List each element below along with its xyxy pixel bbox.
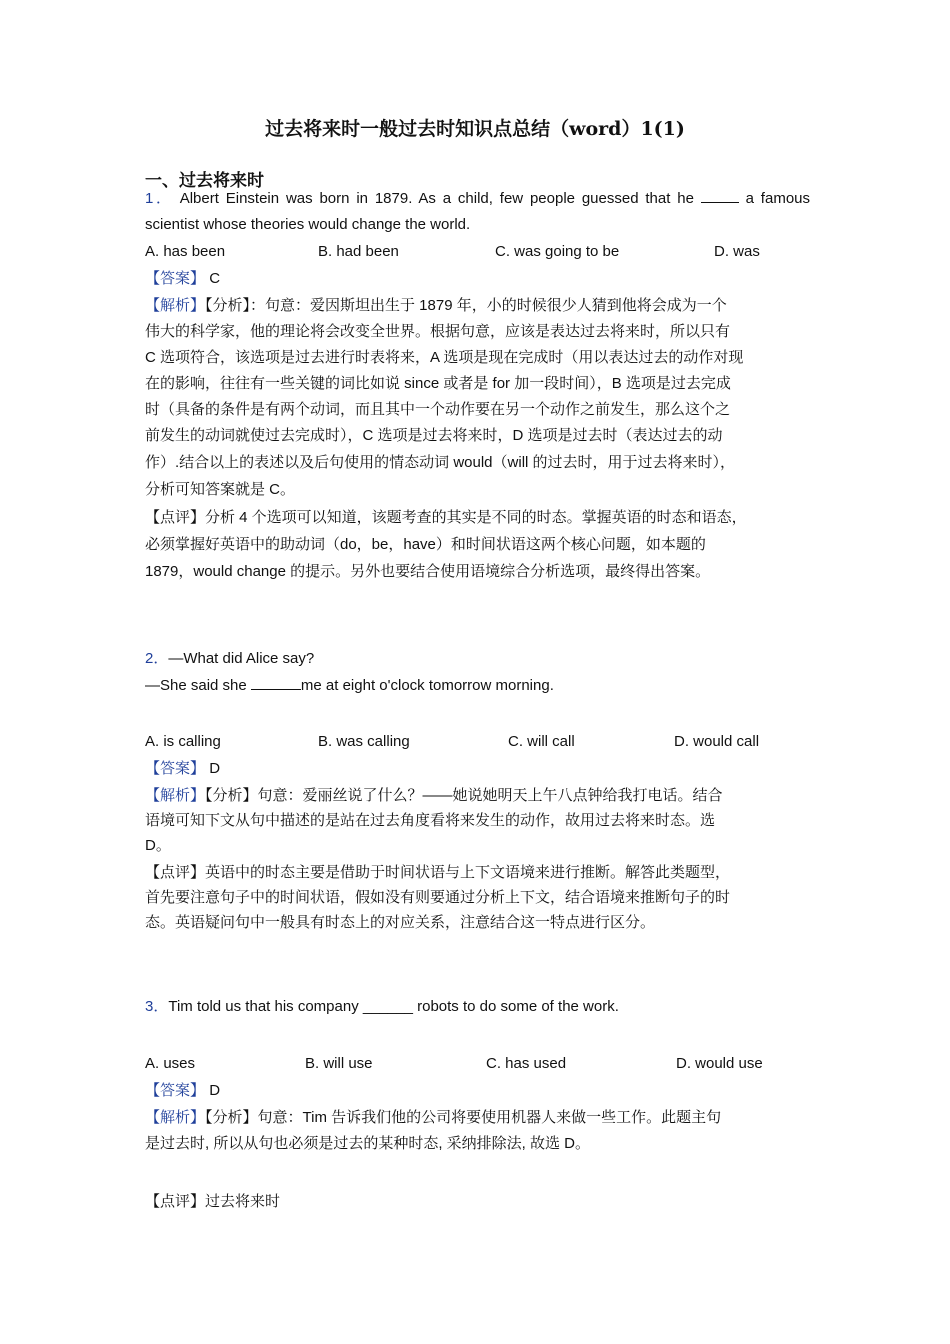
q1-analysis-line3: C 选项符合，该选项是过去进行时表将来，A 选项是现在完成时（用以表达过去的动作对现 <box>145 349 744 366</box>
q1-stem-line1: 1． Albert Einstein was born in 1879. As a child, few people guessed that he a famous <box>145 190 810 207</box>
q2-option-c: C. will call <box>508 733 575 750</box>
q2-option-a: A. is calling <box>145 733 221 750</box>
q1-analysis-line7: 作）.结合以上的表述以及后句使用的情态动词 would（will 的过去时，用于过去将来时）， <box>145 454 736 471</box>
q3-option-b: B. will use <box>305 1055 373 1072</box>
q1-comment-line3: 1879，would change 的提示。另外也要结合使用语境综合分析选项，最终得出答案。 <box>145 563 711 580</box>
q1-analysis-line5: 时（具备的条件是有两个动词，而且其中一个动作要在另一个动作之前发生，那么这个之 <box>145 401 731 418</box>
q1-option-c: C. was going to be <box>495 243 620 260</box>
q2-comment-line3: 态。英语疑问句中一般具有时态上的对应关系，注意结合这一特点进行区分。 <box>145 914 656 931</box>
q1-option-d: D. was <box>714 243 760 260</box>
q1-answer: 【答案】 C <box>145 270 221 287</box>
q3-comment-line1: 【点评】过去将来时 <box>145 1193 281 1210</box>
q1-analysis-line8: 分析可知答案就是 C。 <box>145 481 296 498</box>
q3-option-d: D. would use <box>676 1055 763 1072</box>
q1-analysis-line6: 前发生的动词就使过去完成时），C 选项是过去将来时，D 选项是过去时（表达过去的动 <box>145 427 723 444</box>
q3-option-a: A. uses <box>145 1055 196 1072</box>
q1-analysis-line2: 伟大的科学家，他的理论将会改变全世界。根据句意，应该是表达过去将来时，所以只有 <box>145 323 731 340</box>
q1-option-a: A. has been <box>145 243 226 260</box>
q2-comment-line1: 【点评】英语中的时态主要是借助于时间状语与上下文语境来进行推断。解答此类题型， <box>145 864 731 881</box>
question-number: 1． <box>145 190 174 207</box>
q1-analysis-line1: 【解析】【分析】：句意：爱因斯坦出生于 1879 年，小的时候很少人猜到他将会成为一个 <box>145 297 727 314</box>
document-title: 过去将来时一般过去时知识点总结（word）1(1) <box>265 118 685 140</box>
q2-answer: 【答案】 D <box>145 760 221 777</box>
answer-blank <box>701 188 739 203</box>
q3-analysis-line2: 是过去时, 所以从句也必须是过去的某种时态, 采纳排除法, 故选 D。 <box>145 1135 591 1152</box>
q3-answer: 【答案】 D <box>145 1082 221 1099</box>
answer-blank: ______ <box>362 998 413 1015</box>
q1-analysis-line4: 在的影响，往往有一些关键的词比如说 since 或者是 for 加一段时间），B 选项是过去完成 <box>145 375 731 392</box>
q1-stem-line2: scientist whose theories would change the world. <box>145 216 471 233</box>
q2-analysis-line1: 【解析】【分析】句意：爱丽丝说了什么？——她说她明天上午八点钟给我打电话。结合 <box>145 787 723 804</box>
q2-option-b: B. was calling <box>318 733 410 750</box>
q1-comment-line2: 必须掌握好英语中的助动词（do，be，have）和时间状语这两个核心问题，如本题的 <box>145 536 706 553</box>
q1-comment-line1: 【点评】分析 4 个选项可以知道，该题考查的其实是不同的时态。掌握英语的时态和语态， <box>145 509 747 526</box>
q2-stem-line1: 2．—What did Alice say? <box>145 650 315 667</box>
q3-option-c: C. has used <box>486 1055 567 1072</box>
q3-analysis-line1: 【解析】【分析】句意：Tim 告诉我们他的公司将要使用机器人来做一些工作。此题主句 <box>145 1109 722 1126</box>
q2-option-d: D. would call <box>674 733 760 750</box>
q3-stem: 3．Tim told us that his company ______ robots to do some of the work. <box>145 998 619 1015</box>
section-heading: 一、过去将来时 <box>145 171 264 191</box>
q1-option-b: B. had been <box>318 243 399 260</box>
question-number: 3． <box>145 998 169 1015</box>
q2-stem-line2: —She said she me at eight o'clock tomorrow morning. <box>145 677 554 694</box>
q2-comment-line2: 首先要注意句子中的时间状语，假如没有则要通过分析上下文，结合语境来推断句子的时 <box>145 889 731 906</box>
answer-blank <box>251 675 301 690</box>
q2-analysis-line3: D。 <box>145 837 171 854</box>
q2-analysis-line2: 语境可知下文从句中描述的是站在过去角度看将来发生的动作，故用过去将来时态。选 <box>145 812 716 829</box>
question-number: 2． <box>145 650 169 667</box>
